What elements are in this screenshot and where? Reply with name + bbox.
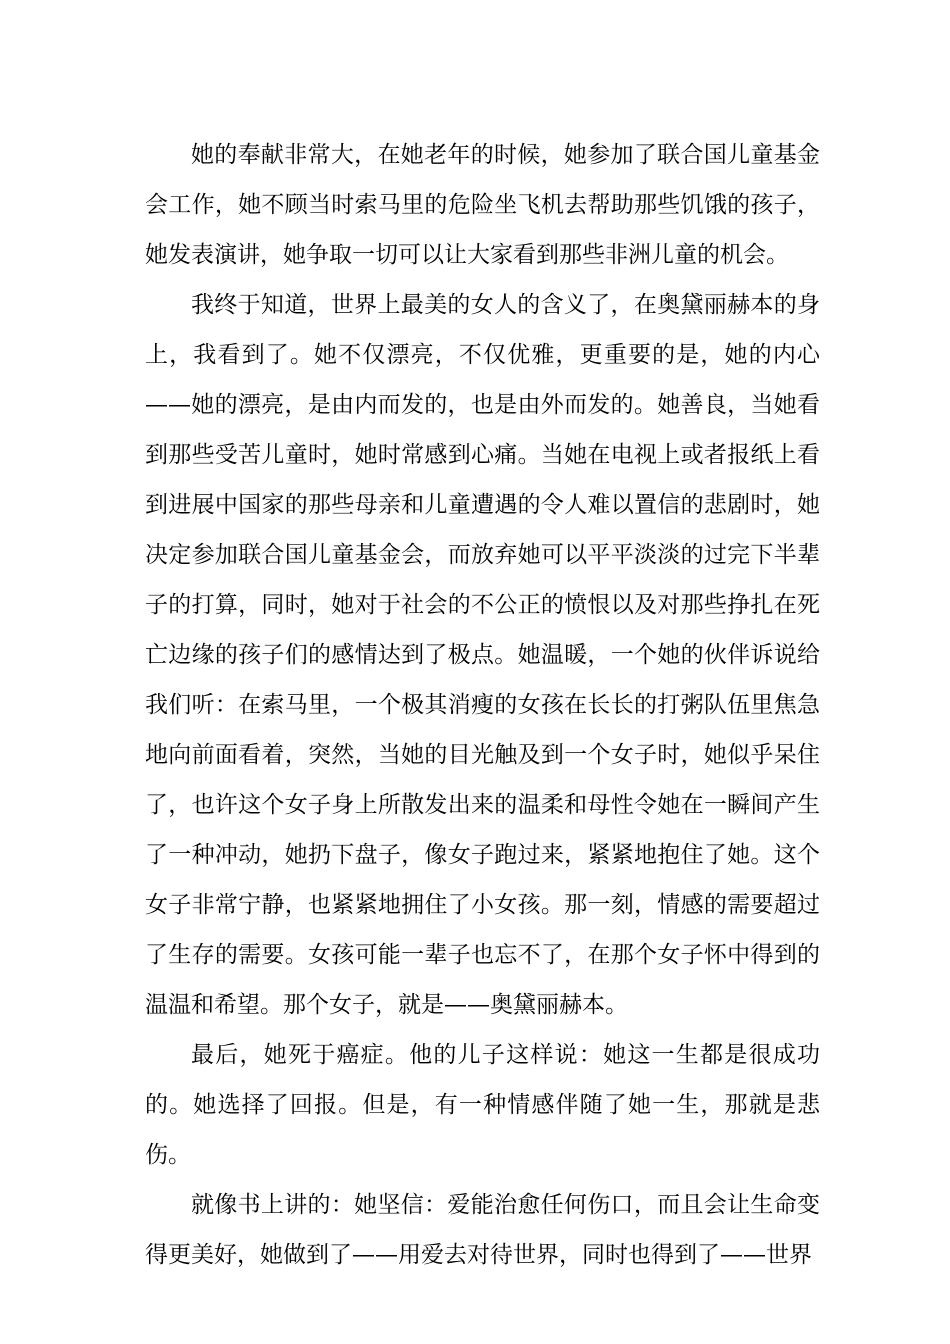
paragraph-3: 最后，她死于癌症。他的儿子这样说：她这一生都是很成功的。她选择了回报。但是，有一种情感伴随了她一生，那就是悲伤。 xyxy=(145,1042,820,1168)
paragraph-4: 就像书上讲的：她坚信：爱能治愈任何伤口，而且会让生命变得更美好，她做到了——用爱去对待世界，同时也得到了——世界 xyxy=(145,1192,820,1268)
paragraph-2: 我终于知道，世界上最美的女人的含义了，在奥黛丽赫本的身上，我看到了。她不仅漂亮，不仅优雅，更重要的是，她的内心——她的漂亮，是由内而发的，也是由外而发的。她善良，当她看到那些受苦儿童时，她时常感到心痛。当她在电视上或者报纸上看到进展中国家的那些母亲和儿童遭遇的令人难以置信的悲剧时，她决定参加联合国儿童基金会，而放弃她可以平平淡淡的过完下半辈子的打算，同时，她对于社会的不公正的愤恨以及对那些挣扎在死亡边缘的孩子们的感情达到了极点。她温暖，一个她的伙伴诉说给我们听：在索马里，一个极其消瘦的女孩在长长的打粥队伍里焦急地向前面看着，突然，当她的目光触及到一个女子时，她似乎呆住了，也许这个女子身上所散发出来的温柔和母性令她在一瞬间产生了一种冲动，她扔下盘子，像女子跑过来，紧紧地抱住了她。这个女子非常宁静，也紧紧地拥住了小女孩。那一刻，情感的需要超过了生存的需要。女孩可能一辈子也忘不了，在那个女子怀中得到的温温和希望。那个女子，就是——奥黛丽赫本。 xyxy=(145,292,820,1018)
paragraph-1: 她的奉献非常大，在她老年的时候，她参加了联合国儿童基金会工作，她不顾当时索马里的危险坐飞机去帮助那些饥饿的孩子，她发表演讲，她争取一切可以让大家看到那些非洲儿童的机会。 xyxy=(145,142,820,268)
document-body xyxy=(145,130,820,1280)
